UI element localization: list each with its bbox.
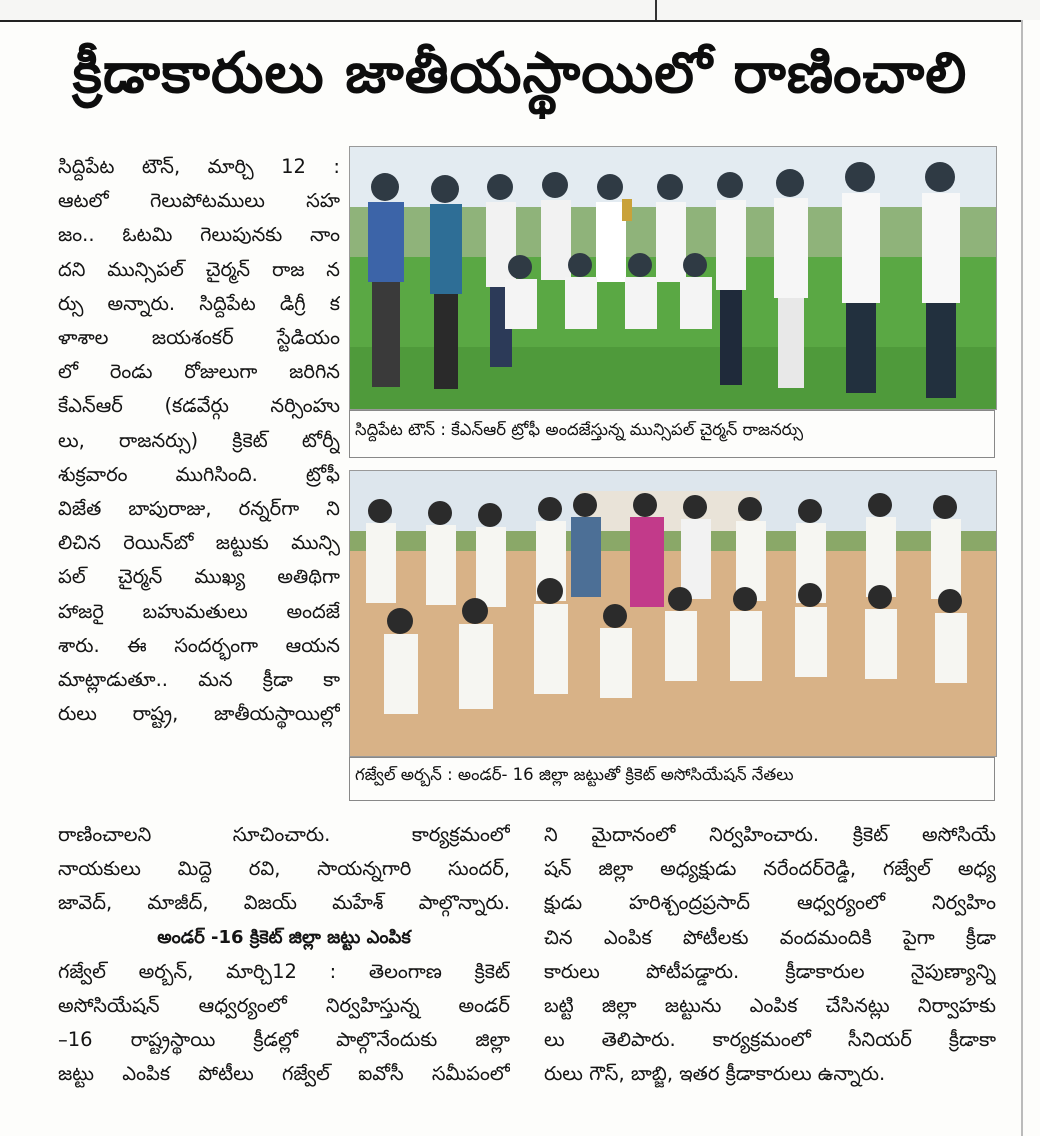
text-line: జావెద్, మాజీద్, విజయ్ మహేశ్ పాల్గొన్నారు.	[58, 891, 510, 915]
article-column-1	[58, 150, 340, 731]
text-line: కారులు పోటీపడ్డారు. క్రీడాకారుల నైపుణ్యాన్ని	[544, 959, 996, 983]
article-column-2	[58, 818, 510, 1092]
text-line: ళాశాల జయశంకర్ స్టేడియం	[58, 326, 340, 350]
text-line: అసోసియేషన్ ఆధ్వర్యంలో నిర్వహిస్తున్న అండర్	[58, 994, 510, 1018]
photo-trophy-presentation	[349, 146, 997, 410]
subheading: అండర్ -16 క్రికెట్ జిల్లా జట్టు ఎంపిక	[157, 926, 411, 948]
text-line: క్షుడు హరిశ్చంద్రప్రసాద్ ఆధ్వర్యంలో నిర్వహిం	[544, 891, 996, 915]
text-line: రులు రాష్ట్ర, జాతీయస్థాయిల్లో	[58, 702, 340, 726]
photo-caption-1: సిద్దిపేట టౌన్ : కేఎన్ఆర్ ట్రోఫీ అందజేస్తున్న మున్సిపల్ చైర్మన్ రాజనర్సు	[355, 420, 804, 439]
previous-article-strip	[0, 0, 1040, 20]
text-line: జం.. ఓటమి గెలుపునకు నాం	[58, 223, 340, 247]
top-rule	[0, 20, 1022, 22]
column-divider	[655, 0, 657, 20]
text-line: శారు. ఈ సందర్భంగా ఆయన	[58, 633, 340, 657]
text-line: హాజరై బహుమతులు అందజే	[58, 599, 340, 623]
text-line: రులు గౌస్, బాబ్జి, ఇతర క్రీడాకారులు ఉన్నారు.	[544, 1062, 886, 1086]
text-line: పల్ చైర్మన్ ముఖ్య అతిథిగా	[58, 565, 340, 589]
text-line: ఆటలో గెలుపోటములు సహ	[58, 189, 340, 213]
text-line: లు తెలిపారు. కార్యక్రమంలో సీనియర్ క్రీడాకా	[544, 1028, 996, 1052]
text-line: గజ్వేల్ అర్బన్, మార్చి12 : తెలంగాణ క్రికెట్	[58, 959, 510, 983]
photo-caption-2: గజ్వేల్ అర్బన్ : అండర్- 16 జిల్లా జట్టుతో క్రికెట్ అసోసియేషన్ నేతలు	[355, 765, 794, 784]
text-line: లో రెండు రోజులుగా జరిగిన	[58, 360, 340, 384]
text-line: నాయకులు మిద్దె రవి, సాయన్నగారి సుందర్,	[58, 857, 510, 881]
text-line: ర్సు అన్నారు. సిద్దిపేట డిగ్రీ క	[58, 291, 340, 315]
article-column-3	[544, 818, 996, 1092]
text-line: దని మున్సిపల్ చైర్మన్ రాజ న	[58, 257, 340, 281]
text-line: రాణించాలని సూచించారు. కార్యక్రమంలో	[58, 823, 510, 846]
text-line: బట్టి జిల్లా జట్టును ఎంపిక చేసినట్లు నిర్వాహకు	[544, 994, 996, 1018]
text-line: ని మైదానంలో నిర్వహించారు. క్రికెట్ అసోసియే	[544, 823, 996, 846]
text-line: షన్ జిల్లా అధ్యక్షుడు నరేందర్‌రెడ్డి, గజ్వేల్ అధ్య	[544, 857, 996, 881]
text-line: చిన ఎంపిక పోటీలకు వందమందికి పైగా క్రీడా	[544, 925, 996, 949]
text-line: సిద్దిపేట టౌన్, మార్చి 12 :	[58, 155, 340, 178]
right-rule	[1021, 20, 1023, 1136]
text-line: జట్టు ఎంపిక పోటీలు గజ్వేల్ ఐవోసీ సమీపంలో	[58, 1062, 510, 1086]
text-line: లిచిన రెయిన్‌బో జట్టుకు మున్సి	[58, 531, 340, 555]
text-line: శుక్రవారం ముగిసింది. ట్రోఫీ	[58, 462, 340, 486]
text-line: విజేత బాపురాజు, రన్నర్‌గా ని	[58, 497, 340, 521]
headline: క్రీడాకారులు జాతీయస్థాయిలో రాణించాలి	[72, 40, 968, 106]
text-line: మాట్లాడుతూ.. మన క్రీడా కా	[58, 668, 340, 692]
text-line: లు, రాజనర్సు) క్రికెట్ టోర్నీ	[58, 428, 340, 452]
text-line: కేఎన్ఆర్ (కడవేర్గు నర్సింహు	[58, 394, 340, 418]
text-line: –16 రాష్ట్రస్థాయి క్రీడల్లో పాల్గొనేందుకు జిల్లా	[58, 1028, 510, 1052]
photo-team-selection	[349, 470, 997, 757]
